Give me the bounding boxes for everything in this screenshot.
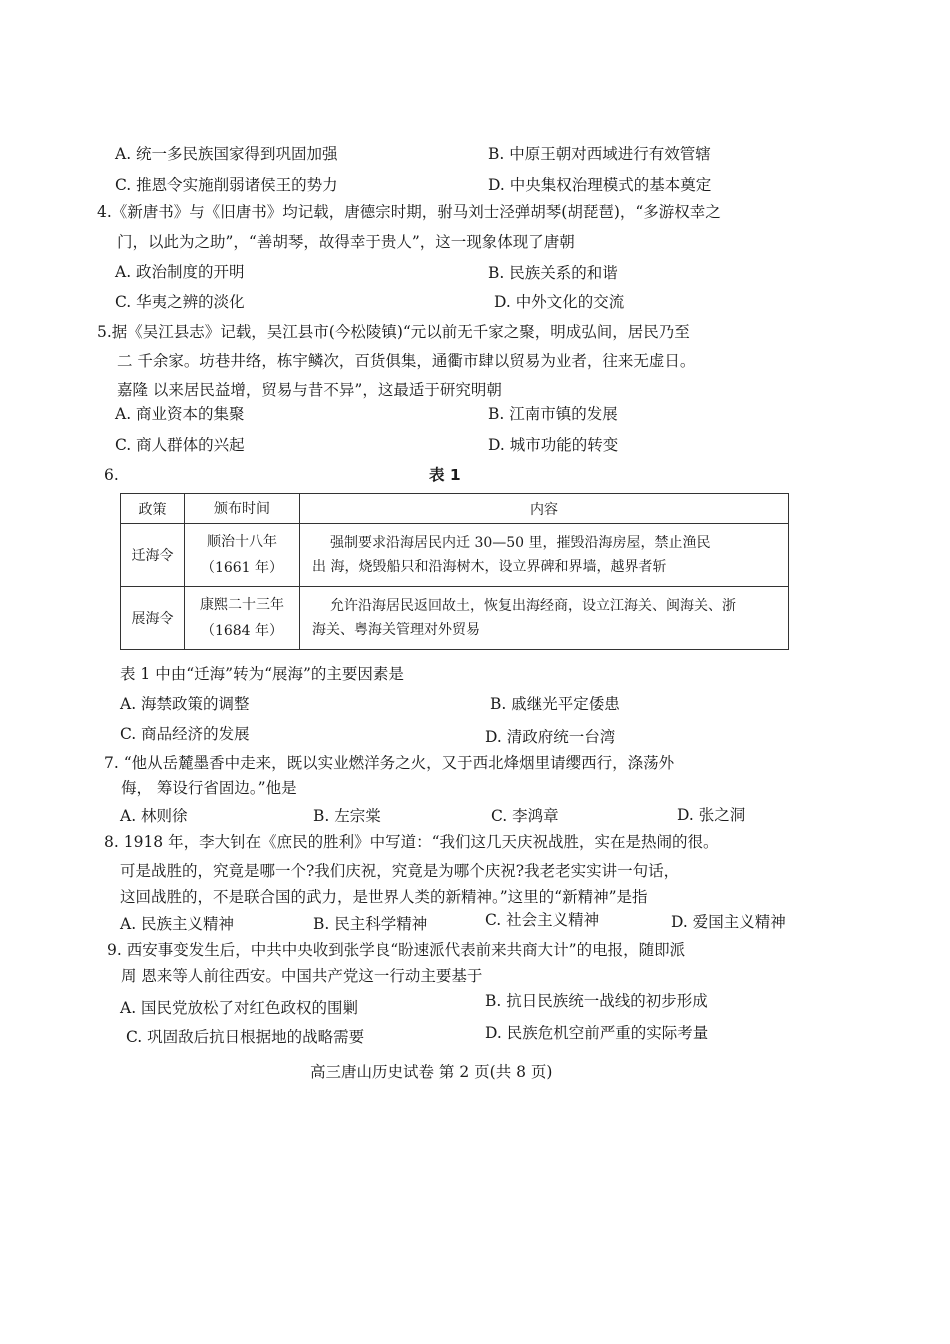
q8-option-c: C. 社会主义精神 [485,911,600,929]
q5-stem-line2: 二 千余家。坊巷井络，栋宇鳞次，百货俱集，通衢市肆以贸易为业者，往来无虚日。 [117,352,696,370]
q7-stem-line2: 侮， 筹设行省固边。”他是 [121,779,297,797]
q3-option-b: B. 中原王朝对西域进行有效管辖 [488,145,711,163]
table-row [121,524,789,587]
q4-stem-line1: 4.《新唐书》与《旧唐书》均记载，唐德宗时期，驸马刘士泾弹胡琴(胡琵琶)，“多游权幸之 [97,203,721,221]
table-row [121,587,789,650]
table-header-row [121,494,789,524]
q7-option-b: B. 左宗棠 [313,807,381,825]
time-cell [185,524,300,587]
content-line: 强制要求沿海居民内迁 30—50 里，摧毁沿海房屋，禁止渔民 [330,535,711,551]
q9-option-b: B. 抗日民族统一战线的初步形成 [485,992,708,1010]
q7-option-a: A. 林则徐 [120,807,188,825]
content-cell [300,524,789,587]
q7-stem-line1: 7. “他从岳麓墨香中走来，既以实业燃洋务之火，又于西北烽烟里请缨西行，涤荡外 [104,754,675,772]
policy-table [120,493,789,650]
q7-option-d: D. 张之洞 [677,806,746,824]
q4-option-b: B. 民族关系的和谐 [488,264,618,282]
table-header-cell: 内容 [300,494,789,524]
content-line: 海关、粤海关管理对外贸易 [312,622,480,638]
q6-stem: 表 1 中由“迁海”转为“展海”的主要因素是 [120,665,404,683]
q5-option-a: A. 商业资本的集聚 [115,405,245,423]
q9-option-d: D. 民族危机空前严重的实际考量 [485,1024,709,1042]
q6-option-b: B. 戚继光平定倭患 [490,695,620,713]
time-line: （1661 年） [200,560,284,576]
content-cell [300,587,789,650]
time-line: 顺治十八年 [207,534,277,550]
table-header-cell: 政策 [121,494,185,524]
q6-option-c: C. 商品经济的发展 [120,725,250,743]
time-cell [185,587,300,650]
content-line: 出 海，烧毁船只和沿海树木，设立界碑和界墙，越界者斩 [312,559,667,575]
q4-option-d: D. 中外文化的交流 [494,293,625,311]
q3-option-c: C. 推恩令实施削弱诸侯王的势力 [115,176,338,194]
q9-stem-line2: 周 恩来等人前往西安。中国共产党这一行动主要基于 [121,967,483,985]
q4-option-a: A. 政治制度的开明 [115,263,245,281]
q6-option-a: A. 海禁政策的调整 [120,695,250,713]
q8-option-a: A. 民族主义精神 [120,915,235,933]
q3-option-d: D. 中央集权治理模式的基本奠定 [488,176,712,194]
q8-stem-line3: 这回战胜的，不是联合国的武力，是世界人类的新精神。”这里的“新精神”是指 [120,888,648,906]
q7-option-c: C. 李鸿章 [491,807,559,825]
q8-option-d: D. 爱国主义精神 [671,913,786,931]
q9-option-c: C. 巩固敌后抗日根据地的战略需要 [126,1028,365,1046]
q5-option-b: B. 江南市镇的发展 [488,405,618,423]
q4-option-c: C. 华夷之辨的淡化 [115,293,245,311]
q5-option-c: C. 商人群体的兴起 [115,436,245,454]
table-title: 表 1 [429,466,461,484]
table-header-cell: 颁布时间 [185,494,300,524]
page-footer: 高三唐山历史试卷 第 2 页(共 8 页) [310,1063,553,1081]
q9-stem-line1: 9. 西安事变发生后，中共中央收到张学良“盼速派代表前来共商大计”的电报，随即派 [107,941,686,959]
time-line: （1684 年） [200,623,284,639]
q8-stem-line2: 可是战胜的，究竟是哪一个?我们庆祝，究竟是为哪个庆祝?我老老实实讲一句话， [120,862,680,880]
q8-option-b: B. 民主科学精神 [313,915,428,933]
q3-option-a: A. 统一多民族国家得到巩固加强 [115,145,338,163]
q5-stem-line1: 5.据《吴江县志》记载，吴江县市(今松陵镇)“元以前无千家之聚，明成弘间，居民乃至 [97,323,690,341]
q6-number: 6. [104,466,119,484]
q5-option-d: D. 城市功能的转变 [488,436,619,454]
policy-cell: 迁海令 [121,524,185,587]
policy-cell: 展海令 [121,587,185,650]
q4-stem-line2: 门，以此为之助”，“善胡琴，故得幸于贵人”，这一现象体现了唐朝 [117,233,575,251]
q5-stem-line3: 嘉隆 以来居民益增，贸易与昔不异”，这最适于研究明朝 [117,381,502,399]
q8-stem-line1: 8. 1918 年，李大钊在《庶民的胜利》中写道：“我们这几天庆祝战胜，实在是热闹的很。 [104,833,719,851]
time-line: 康熙二十三年 [200,597,284,613]
q9-option-a: A. 国民党放松了对红色政权的围剿 [120,999,359,1017]
q6-option-d: D. 清政府统一台湾 [485,728,616,746]
content-line: 允许沿海居民返回故土，恢复出海经商，设立江海关、闽海关、浙 [330,598,736,614]
